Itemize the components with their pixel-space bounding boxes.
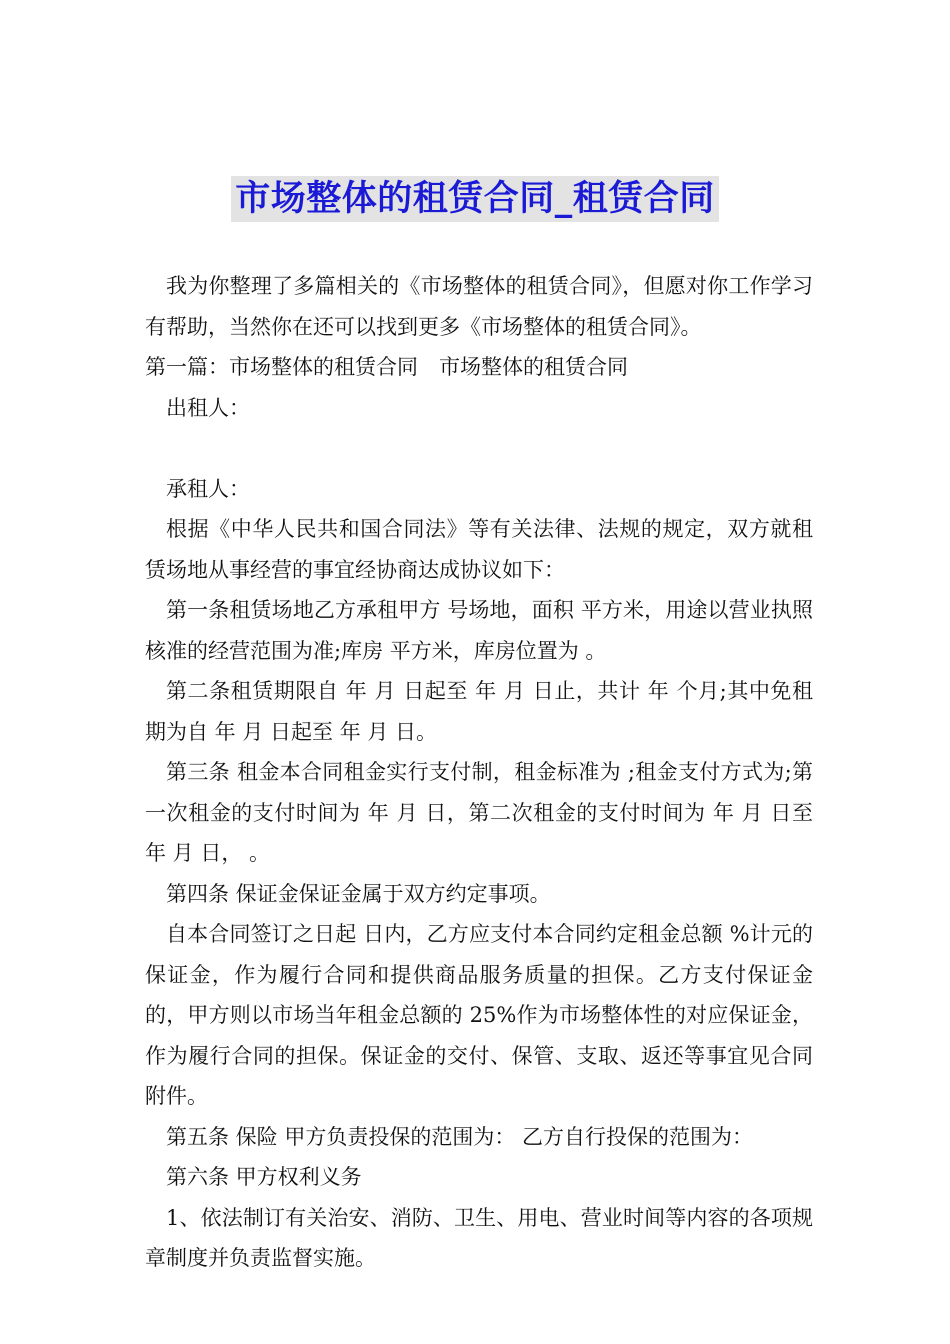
article-4-paragraph: 第四条 保证金保证金属于双方约定事项。 [166,881,551,906]
intro-paragraph: 我为你整理了多篇相关的《市场整体的租赁合同》，但愿对你工作学习有帮助，当然你在还可以找到更多《市场整体的租赁合同》。 [145,274,813,339]
article-3-paragraph: 第三条 租金本合同租金实行支付制，租金标准为 ;租金支付方式为;第一次租金的支付时间为 年 月 日，第二次租金的支付时间为 年 月 日至 年 月 日， 。 [145,760,820,865]
article-6-paragraph: 第六条 甲方权利义务 [166,1165,362,1189]
article-2-paragraph: 第二条租赁期限自 年 月 日起至 年 月 日止，共计 年 个月;其中免租期为自 年 月 日起至 年 月 日。 [145,679,813,744]
article-1-paragraph: 第一条租赁场地乙方承租甲方 号场地，面积 平方米，用途以营业执照核准的经营范围为准;库房 平方米，库房位置为 。 [145,598,813,663]
clause-1-paragraph: 1、依法制订有关治安、消防、卫生、用电、营业时间等内容的各项规章制度并负责监督实施。 [145,1205,813,1270]
lessor-label: 出租人： [166,395,250,420]
title-container [0,176,950,222]
deposit-paragraph: 自本合同签订之日起 日内，乙方应支付本合同约定租金总额 %计元的保证金，作为履行合同和提供商品服务质量的担保。乙方支付保证金的，甲方则以市场当年租金总额的 25%作为市场整体性的对应保证金，作为履行合同的担保。保证金的交付、保管、支取、返还等事宜见合同附件。 [145,922,813,1108]
article-5-paragraph: 第五条 保险 甲方负责投保的范围为： 乙方自行投保的范围为： [166,1124,754,1149]
lessee-label: 承租人： [166,476,250,501]
preamble-paragraph: 根据《中华人民共和国合同法》等有关法律、法规的规定，双方就租赁场地从事经营的事宜经协商达成协议如下： [145,517,813,582]
document-title: 市场整体的租赁合同_租赁合同 [231,176,719,222]
blank-line [145,428,813,469]
section-heading: 第一篇：市场整体的租赁合同 市场整体的租赁合同 [145,355,628,379]
document-body [145,266,820,1279]
